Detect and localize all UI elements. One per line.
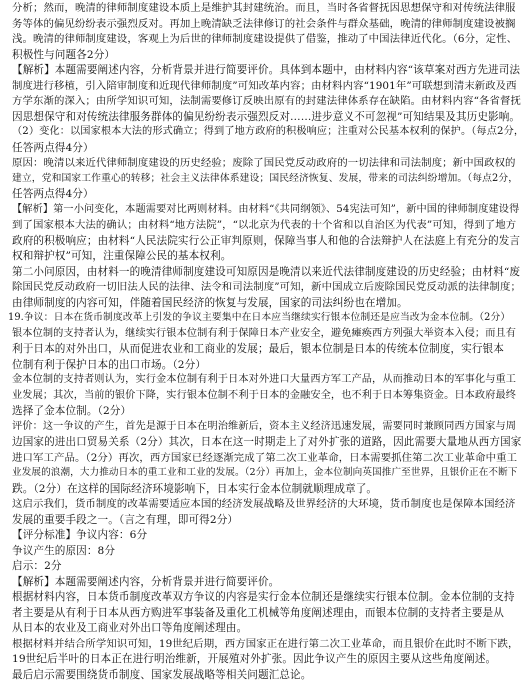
text-line: 由律师制度的内容可知，伴随着国民经济的恢复与发展，国家的司法纠纷也在增加。	[12, 296, 408, 309]
text-line: 19.争议：日本在货币制度改革上引发的争议主要集中在日本应当继续实行银本位制还是应当改为金本位制。（2分）	[8, 312, 511, 323]
text-line: 政府的积极响应；由材料“人民法院实行公正审判原则，保障当事人和他的合法辩护人在法庭上有充分的发言	[12, 234, 521, 247]
text-line: 因思想保守和对传统法律服务群体的偏见纷纷表示强烈反对……进步意义不可忽视”可知结果及其历史影响。	[12, 110, 521, 123]
text-line: 从日本的农业及工商业对外出口等角度阐述理由。	[12, 622, 248, 634]
text-line: 业发展；其次，当前的银价下降，实行银本位制不利于日本的金融安全，也不利于日本筹集资金。日本政府最终	[12, 389, 517, 401]
text-line: 任答两点得4分）	[12, 188, 94, 200]
text-line: 建立，党和国家工作重心的转移；社会主义法律体系建设；国民经济恢复、发展，带来的司法纠纷增加。（每点2分，	[12, 172, 519, 184]
text-line: 浅。晚清的律师制度建设，客观上为后世的律师制度建设提供了借鉴，推动了中国法律近代化。（6分，定性、	[12, 33, 518, 45]
text-line: 利于日本的对外出口，从而促进农业和工商业的发展；最后，银本位制是日本的传统本位制度，实行银本	[12, 343, 504, 355]
text-line: 最后启示需要围绕货币制度、国家发展战略等相关问题汇总论。	[12, 668, 312, 681]
text-line: 除国民党反动政府一切旧法人民的法律、法令和司法制度”可知，新中国成立后废除国民党反动派的法律制度；	[12, 281, 521, 293]
text-line: （2）变化：以国家根本大法的形式确立；得到了地方政府的积极响应；注重对公民基本权利的保护。（每点2分，	[12, 126, 524, 137]
text-line: 到了国家根本大法的确认；由材料“地方法院”，“以北京为代表的十个省和以自治区为代表”可知，得到了地方	[12, 219, 517, 231]
text-line: 选择了金本位制。（2分）	[12, 405, 132, 417]
text-line: 位制有利于保护日本的出口市场。（2分）	[12, 358, 207, 371]
text-line: 跌。（2分）在这样的国际经济环境影响下，日本实行金本位制就顺理成章了。	[12, 482, 378, 495]
text-line: 原因：晚清以来近代律师制度建设的历史经验；废除了国民党反动政府的一切法律和司法制度；新中国政权的	[12, 157, 516, 169]
text-line: 【解析】本题需要阐述内容，分析背景并进行简要评价。	[12, 575, 280, 588]
text-line: 进口军工产品。（2分）再次，西方国家已经逐渐完成了第二次工业革命，日本需要抓住第二次工业革命中重工	[12, 451, 518, 464]
text-line: 积极性与问题各2分）	[12, 48, 116, 61]
text-line: 发展的重要手段之一。（言之有理，即可得2分）	[12, 513, 239, 526]
text-line: 评价：这一争议的产生，首先是源于日本在明治维新后，资本主义经济迅速发展，需要同时兼顾同西方国家与周	[12, 420, 517, 432]
text-line: 【解析】第一小问变化，本题需要对比两则材料。由材料“《共同纲领》、54宪法可知”，新中国的律师制度建设得	[12, 203, 520, 215]
text-line: 争议产生的原因：8分	[12, 544, 116, 557]
text-line: 根据材料内容，日本货币制度改革双方争议的内容是实行金本位制还是继续实行银本位制。金本位制的支持	[12, 591, 515, 603]
text-line: 第二小问原因，由材料一的晚清律师制度建设可知原因是晚清以来近代法律制度建设的历史经验；由材料“废	[12, 265, 521, 278]
text-line: 方学东渐的深入；由所学知识可知，法制需要修订反映出原有的封建法律体系存在缺陷。由材料内容“各省督抚	[12, 95, 521, 107]
text-line: 这启示我们，货币制度的改革需要适应本国的经济发展战略及世界经济的大环境，货币制度也是保障本国经济	[12, 498, 516, 510]
text-line: 银本位制的支持者认为，继续实行银本位制有利于保障日本产业安全，避免瘫痪西方列强大举资本入侵；而且有	[12, 327, 517, 339]
text-line: 【解析】本题需要阐述内容，分析背景并进行简要评价。具体到本题中，由材料内容“该草案对西方先进司法	[12, 64, 521, 76]
text-line: 启示：2分	[12, 560, 62, 572]
text-line: 者主要是从有利于日本从西方购进军事装备及重化工机械等角度阐述理由，而银本位制的支持者主要是从	[12, 606, 504, 619]
text-line: 制度进行移植，引入陪审制度和近现代律师制度”可知改革内容；由材料内容“1901年”可联想到清末新政及西	[12, 79, 517, 92]
text-line: 【评分标准】争议内容：6分	[12, 529, 148, 541]
text-line: 权和辩护权”可知，注重保障公民的基本权利。	[12, 250, 232, 262]
text-line: 业发展的浪潮，大力推动日本的重工业和工业的发展。（2分）再加上，金本位制向英国推广至世界，且银价正在不断下	[12, 467, 518, 478]
text-line: 任答两点得4分）	[12, 141, 94, 154]
text-line: 边国家的进出口贸易关系（2分）其次，日本在这一时期走上了对外扩张的道路，因此需要大量地从西方国家	[12, 436, 522, 448]
text-line: 19世纪后半叶的日本正在进行明治维新，开展殖对外扩张。因此争议产生的原因主要从这些角度阐述。	[12, 653, 497, 665]
text-line: 金本位制的支持者则认为，实行金本位制有利于日本对外进口大量西方军工产品，从而推动日本的军事化与重工	[12, 374, 517, 385]
text-line	[12, 681, 524, 697]
text-line: 根据材料并结合所学知识可知，19世纪后期，西方国家正在进行第二次工业革命，而且银价在此时不断下跌，	[12, 637, 519, 650]
text-line: 务等体的偏见纷纷表示强烈反对。再加上晚清缺乏法律修订的社会条件与群众基础，晚清的律师制度建设被搁	[12, 17, 516, 30]
text-line: 分析；然而，晚清的律师制度建设本质上是维护其封建统治。而且，当时各省督抚因思想保守和对传统法律服	[12, 2, 516, 14]
